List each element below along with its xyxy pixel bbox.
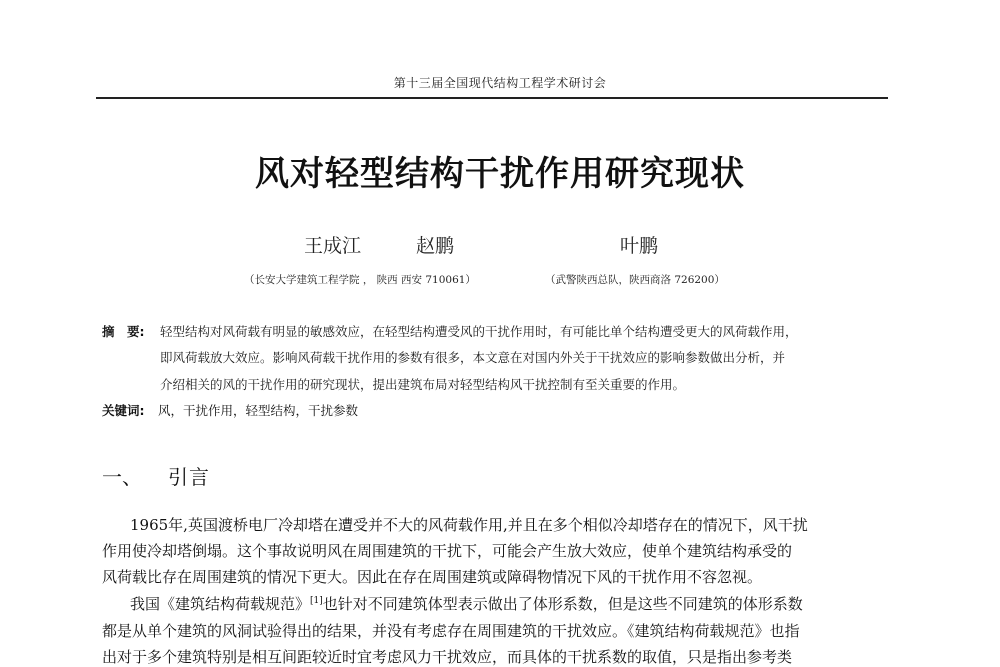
author-name: 叶鹏	[620, 235, 659, 257]
author-name: 王成江	[304, 235, 362, 257]
body-line: 风荷载比存在周围建筑的情况下更大。因此在存在周围建筑或障碍物情况下风的干扰作用不容忽视。	[102, 568, 763, 586]
affiliation: （长安大学建筑工程学院 ， 陕西 西安 710061）	[244, 274, 476, 286]
body-line: 出对于多个建筑特别是相互间距较近时宜考虑风力干扰效应，而具体的干扰系数的取值，只是指出参考类	[102, 648, 793, 666]
body-line	[130, 593, 803, 614]
body-line: 作用使冷却塔倒塌。这个事故说明风在周围建筑的干扰下，可能会产生放大效应，使单个建筑结构承受的	[102, 542, 793, 560]
abstract-label: 摘 要:	[102, 324, 145, 339]
body-line-rest: 也针对不同建筑体型表示做出了体形系数，但是这些不同建筑的体形系数	[322, 595, 803, 613]
body-line-prefix: 我国《建筑结构荷载规范》	[130, 595, 311, 613]
abstract-line: 即风荷载放大效应。影响风荷载干扰作用的参数有很多，本文意在对国内外关于干扰效应的影响参数做出分析，并	[160, 350, 786, 365]
keywords-label: 关键词:	[102, 403, 145, 418]
body-line: 1965年,英国渡桥电厂冷却塔在遭受并不大的风荷载作用,并且在多个相似冷却塔存在的情况下，风干扰	[130, 516, 808, 534]
affiliation: （武警陕西总队，陕西商洛 726200）	[545, 274, 725, 286]
abstract-line: 介绍相关的风的干扰作用的研究现状，提出建筑布局对轻型结构风干扰控制有至关重要的作用。	[160, 377, 686, 392]
abstract-line: 轻型结构对风荷载有明显的敏感效应，在轻型结构遭受风的干扰作用时，有可能比单个结构遭受更大的风荷载作用，	[160, 324, 798, 339]
section-number: 一、	[102, 465, 142, 489]
author-name: 赵鹏	[416, 235, 455, 257]
running-header: 第十三届全国现代结构工程学术研讨会	[393, 76, 607, 90]
header-rule	[96, 97, 888, 99]
section-title: 引言	[168, 465, 210, 489]
paper-title: 风对轻型结构干扰作用研究现状	[255, 154, 745, 194]
citation-link[interactable]: [1]	[310, 596, 323, 606]
body-line: 都是从单个建筑的风洞试验得出的结果，并没有考虑存在周围建筑的干扰效应。《建筑结构荷载规范》也指	[102, 622, 800, 640]
keywords-text: 风，干扰作用，轻型结构，干扰参数	[158, 403, 359, 418]
